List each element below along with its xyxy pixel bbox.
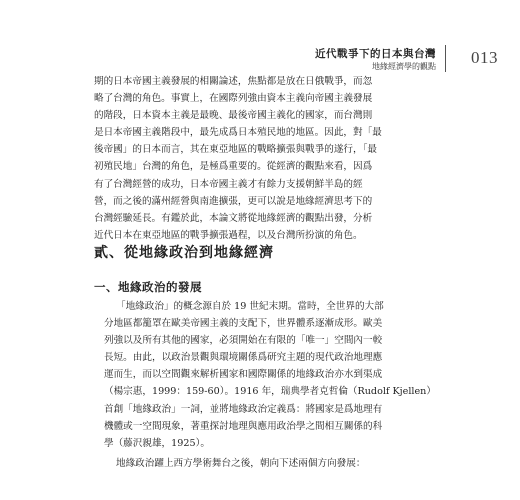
text-line: 略了台灣的角色。事實上，在國際列強由資本主義向帝國主義發展 [94,93,373,105]
text-line: 學（藤沢親雄，1925）。 [104,437,210,449]
text-line: 近代日本在東亞地區的戰爭擴張過程，以及台灣所扮演的角色。 [94,229,363,241]
text-line: 長短。由此，以政治景觀與環境關係爲研究主題的現代政治地理應 [104,352,383,364]
body-paragraph-2 [104,298,450,452]
subsection-heading: 一、地緣政治的發展 [94,280,202,294]
text-line: 首創「地緣政治」一詞，並將地緣政治定義爲：將國家是爲地理有 [104,403,383,415]
text-line: 營，而之後的滿州經營與南進擴張，更可以說是地緣經濟思考下的 [94,195,373,207]
text-line: 有了台灣經營的成功，日本帝國主義才有餘力支援朝鮮半島的經 [94,178,363,190]
text-line: 分地區都籠罩在歐美帝國主義的支配下，世界體系逐漸成形。歐美 [104,318,383,330]
text-line: 的階段，日本資本主義是最晚、最後帝國主義化的國家，而台灣則 [94,110,373,122]
header-divider [445,45,446,72]
text-line: 後帝國」的日本而言，其在東亞地區的戰略擴張與戰爭的遂行，「最 [94,144,378,156]
page-number: 013 [471,48,498,67]
running-header-title: 近代戰爭下的日本與台灣 [315,48,436,60]
body-paragraph-1 [94,73,450,244]
text-line: 台灣經驗延長。有鑑於此，本論文將從地緣經濟的觀點出發，分析 [94,212,373,224]
running-header-subtitle: 地緣經濟學的觀點 [372,62,436,71]
text-line: （楊宗惠，1999：159-60）。1916 年，瑞典學者克哲倫（Rudolf Kjellen） [104,386,436,398]
text-line: 地緣政治躍上西方學術舞台之後，朝向下述兩個方向發展： [116,458,366,469]
running-header [198,44,498,74]
text-line: 機體或一空間現象，著重探討地理與應用政治學之間相互關係的科 [104,420,383,432]
section-heading: 貳、從地緣政治到地緣經濟 [94,245,274,261]
text-line: 初殖民地」台灣的角色，是極爲重要的。從經濟的觀點來看，因爲 [94,161,373,173]
text-line: 期的日本帝國主義發展的相關論述，焦點都是放在日俄戰爭，而忽 [94,76,373,87]
text-line: 是日本帝國主義階段中，最先成爲日本殖民地的地區。因此，對「最 [94,127,382,139]
text-line: 列強以及所有其他的國家，必須開始在有限的「唯一」空間內一較 [104,335,383,347]
text-line: 「地緣政治」的概念源自於 19 世紀末期。當時，全世界的大部 [116,301,384,312]
text-line: 運而生，而以空間觀來解析國家和國際關係的地緣政治亦水到渠成 [104,369,383,381]
body-paragraph-3 [104,455,450,472]
